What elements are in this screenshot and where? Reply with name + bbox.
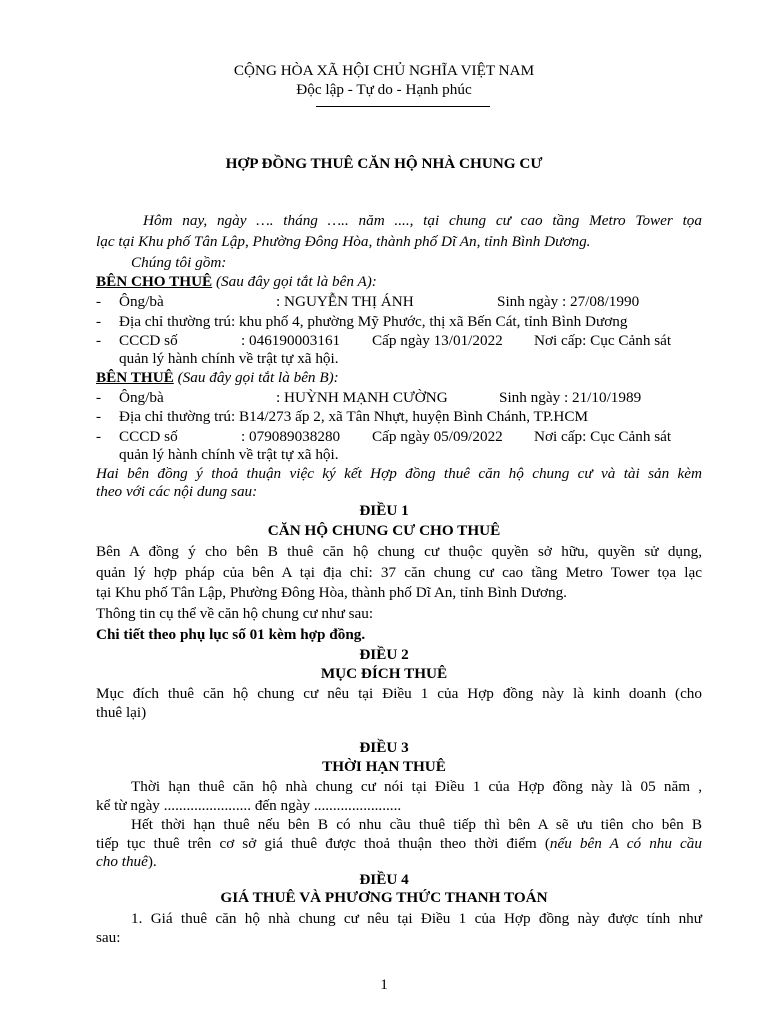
page-number: 1 — [380, 976, 388, 993]
article-1-line-1: Bên A đồng ý cho bên B thuê căn hộ chung cư thuộc quyền sở hữu, quyền sử dụng, — [96, 543, 702, 560]
article-3-line-4-text: tiếp tục thuê trên cơ sở giá thuê được thoả thuận theo thời điểm ( — [96, 835, 550, 852]
article-1-number: ĐIỀU 1 — [359, 502, 409, 519]
article-1-title: CĂN HỘ CHUNG CƯ CHO THUÊ — [267, 522, 501, 539]
document-title: HỢP ĐỒNG THUÊ CĂN HỘ NHÀ CHUNG CƯ — [225, 155, 543, 172]
agreement-line-2: theo với các nội dung sau: — [96, 483, 258, 500]
intro-line-2: lạc tại Khu phố Tân Lập, Phường Đông Hòa, thành phố Dĩ An, tỉnh Bình Dương. — [96, 233, 591, 250]
article-4-line-2: sau: — [96, 929, 121, 946]
article-4-line-1: 1. Giá thuê căn hộ nhà chung cư nêu tại Điều 1 của Hợp đồng này được tính như — [131, 910, 702, 927]
party-b-address: Địa chỉ thường trú: B14/273 ấp 2, xã Tân Nhựt, huyện Bình Chánh, TP.HCM — [119, 408, 588, 425]
article-2-line-1: Mục đích thuê căn hộ chung cư nêu tại Điều 1 của Hợp đồng này là kinh doanh (cho — [96, 685, 702, 702]
party-a-address: Địa chỉ thường trú: khu phố 4, phường Mỹ Phước, thị xã Bến Cát, tỉnh Bình Dương — [119, 313, 628, 330]
agreement-line-1: Hai bên đồng ý thoả thuận việc ký kết Hợp đồng thuê căn hộ chung cư và tài sản kèm — [96, 465, 702, 482]
article-3-line-5 — [96, 852, 157, 871]
party-b-dob: Sinh ngày : 21/10/1989 — [499, 389, 642, 406]
party-a-id-value: : 046190003161 — [241, 332, 341, 349]
article-3-line-2: kể từ ngày ....................... đến ngày ....................... — [96, 797, 402, 814]
intro-line-1: Hôm nay, ngày …. tháng ….. năm ...., tại chung cư cao tầng Metro Tower tọa — [143, 212, 702, 229]
party-a-heading-line — [96, 272, 377, 291]
article-4-number: ĐIỀU 4 — [359, 871, 409, 888]
article-3-title: THỜI HẠN THUÊ — [322, 758, 446, 775]
article-1-line-2: quản lý hợp pháp của bên A tại địa chỉ: 37 căn chung cư cao tầng Metro Tower tọa lạc — [96, 564, 702, 581]
party-b-id-issue-place-cont: quản lý hành chính về trật tự xã hội. — [119, 446, 339, 463]
article-3-line-5-text: ). — [147, 853, 157, 870]
party-b-id-issue-place: Nơi cấp: Cục Cảnh sát — [534, 428, 672, 445]
bullet-dash: - — [96, 389, 102, 406]
party-b-id-label: CCCD số — [119, 428, 178, 445]
article-3-line-4-italic: nếu bên A có nhu cầu — [549, 835, 702, 852]
party-b-name-value: : HUỲNH MẠNH CƯỜNG — [276, 389, 448, 406]
article-2-title: MỤC ĐÍCH THUÊ — [320, 665, 448, 682]
bullet-dash: - — [96, 408, 102, 425]
article-3-line-3: Hết thời hạn thuê nếu bên B có nhu cầu thuê tiếp thì bên A sẽ ưu tiên cho bên B — [131, 816, 702, 833]
article-1-appendix-note: Chi tiết theo phụ lục số 01 kèm hợp đồng. — [96, 626, 366, 643]
party-b-heading-line — [96, 368, 339, 387]
article-3-line-5-italic: cho thuê — [96, 853, 148, 870]
party-a-id-issue-place-cont: quản lý hành chính về trật tự xã hội. — [119, 350, 339, 367]
article-1-line-4: Thông tin cụ thể về căn hộ chung cư như sau: — [96, 605, 374, 622]
party-a-name-label: Ông/bà — [119, 293, 164, 310]
bullet-dash: - — [96, 293, 102, 310]
party-a-id-issue-place: Nơi cấp: Cục Cảnh sát — [534, 332, 672, 349]
intro-parties: Chúng tôi gồm: — [131, 254, 227, 271]
article-3-line-4 — [96, 834, 702, 853]
party-b-heading: BÊN THUÊ — [96, 369, 174, 386]
party-b-id-value: : 079089038280 — [241, 428, 341, 445]
article-1-line-3: tại Khu phố Tân Lập, Phường Đông Hòa, thành phố Dĩ An, tỉnh Bình Dương. — [96, 584, 567, 601]
party-a-id-label: CCCD số — [119, 332, 178, 349]
party-b-id-issue-date: Cấp ngày 05/09/2022 — [372, 428, 503, 445]
article-2-line-2: thuê lại) — [96, 704, 147, 721]
country-name: CỘNG HÒA XÃ HỘI CHỦ NGHĨA VIỆT NAM — [233, 62, 535, 79]
party-a-dob: Sinh ngày : 27/08/1990 — [497, 293, 640, 310]
bullet-dash: - — [96, 428, 102, 445]
bullet-dash: - — [96, 313, 102, 330]
bullet-dash: - — [96, 332, 102, 349]
article-2-number: ĐIỀU 2 — [359, 646, 409, 663]
header-divider — [316, 106, 490, 107]
party-a-heading: BÊN CHO THUÊ — [96, 273, 213, 290]
article-4-title: GIÁ THUÊ VÀ PHƯƠNG THỨC THANH TOÁN — [220, 889, 548, 906]
article-3-line-1: Thời hạn thuê căn hộ nhà chung cư nói tại Điều 1 của Hợp đồng này là 05 năm , — [131, 778, 702, 795]
party-b-heading-note: (Sau đây gọi tắt là bên B): — [177, 369, 339, 386]
party-a-heading-note: (Sau đây gọi tắt là bên A): — [215, 273, 377, 290]
national-motto: Độc lập - Tự do - Hạnh phúc — [296, 81, 472, 98]
article-3-number: ĐIỀU 3 — [359, 739, 409, 756]
party-b-name-label: Ông/bà — [119, 389, 164, 406]
party-a-name-value: : NGUYỄN THỊ ÁNH — [276, 293, 414, 310]
party-a-id-issue-date: Cấp ngày 13/01/2022 — [372, 332, 503, 349]
